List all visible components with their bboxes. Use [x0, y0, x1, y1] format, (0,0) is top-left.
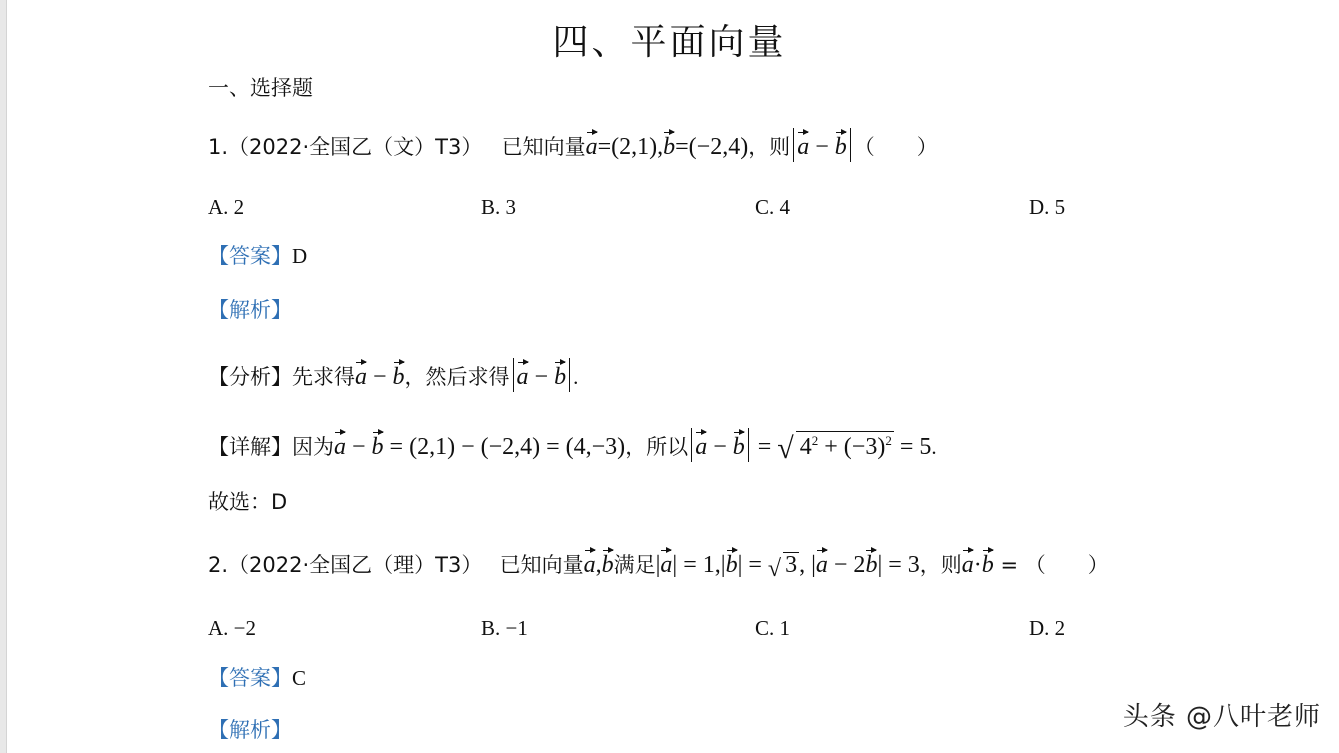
q2-analysis-line — [208, 720, 292, 741]
sqrt-expression: $4^2 + (-3)^2$ — [796, 431, 894, 459]
q2-answer-tag: 【答案】 — [208, 666, 292, 690]
vector-a: a — [585, 134, 598, 160]
q1-choice-c: C. 4 — [755, 195, 791, 219]
q1-analysis-tag: 【解析】 — [208, 298, 292, 322]
q1-choice-b: B. 3 — [481, 195, 517, 219]
q1-answer: D — [292, 244, 308, 268]
q2-choice-a: A. −2 — [208, 616, 257, 640]
q1-fenxi-tag: 【分析】 — [208, 365, 292, 389]
q1-analysis-line — [208, 300, 292, 321]
q1-detail-end: . — [931, 435, 937, 459]
q2-answer-line — [208, 668, 306, 689]
q2-choice-b: B. −1 — [481, 616, 528, 640]
q1-fenxi-text-1: 先求得 — [292, 365, 355, 389]
q2-then: ，则 — [919, 553, 962, 577]
q1-then: ，则 — [748, 135, 791, 159]
q1-choices — [208, 195, 1308, 219]
q2-satisfy: 满足 — [613, 553, 656, 577]
q2-cond-b: | = — [737, 552, 768, 578]
q1-detail-text-1: 因为 — [292, 435, 334, 459]
vector-b: b — [663, 134, 676, 160]
q2-cond-c: | = 3 — [877, 552, 920, 578]
q1-eq-b: =(−2,4) — [675, 134, 749, 160]
q1-blank: （ ） — [853, 135, 938, 159]
page-title: 四、平面向量 — [552, 22, 787, 63]
q1-stem: 已知向量 — [501, 135, 586, 159]
q1-conclusion: 故选：D — [208, 490, 288, 514]
q1-choice-a: A. 2 — [208, 195, 245, 219]
section-heading: 一、选择题 — [208, 76, 313, 100]
q1-detail-line: 【详解】因为a − b = (2,1) − (−2,4) = (4,−3)，所以 a − b = √ $4^2 + (-3)^2 = 5$. — [208, 428, 937, 464]
q2-choice-d: D. 2 — [1029, 616, 1066, 640]
q1-detail-result: = 5 — [899, 434, 932, 460]
q2-cond-a: | = 1, — [672, 552, 721, 578]
q1-detail-tag: 【详解】 — [208, 435, 292, 459]
q1-eq-a: =(2,1), — [597, 134, 664, 160]
q2-analysis-tag: 【解析】 — [208, 718, 292, 742]
q2-sqrt3: 3 — [785, 552, 798, 578]
q2-choice-c: C. 1 — [755, 616, 791, 640]
q2-stem: 已知向量 — [499, 553, 584, 577]
q1-detail-equation: = (2,1) − (−2,4) = (4,−3) — [389, 434, 626, 460]
q1-prefix: 1.（2022·全国乙（文）T3） — [208, 135, 483, 159]
q1-fenxi-line: 【分析】先求得a − b，然后求得 a − b . — [208, 358, 578, 392]
q1-fenxi-text-2: ，然后求得 — [404, 365, 510, 389]
q2-prefix: 2.（2022·全国乙（理）T3） — [208, 553, 483, 577]
question-1: 1.（2022·全国乙（文）T3） 已知向量a=(2,1),b=(−2,4)，则 a − b （ ） — [208, 128, 938, 162]
q1-answer-tag: 【答案】 — [208, 244, 292, 268]
q1-choice-d: D. 5 — [1029, 195, 1066, 219]
q2-choices — [208, 616, 1308, 640]
question-2: 2.（2022·全国乙（理）T3） 已知向量a,b满足|a| = 1,|b| = √ 3, |a − 2b| = 3，则a·b = （ ） — [208, 552, 1109, 582]
q1-fenxi-end: . — [573, 365, 579, 389]
q1-answer-line — [208, 246, 307, 267]
page-edge — [0, 0, 7, 753]
q1-detail-text-2: ，所以 — [625, 435, 689, 459]
q2-answer: C — [292, 666, 307, 690]
watermark: 头条 @八叶老师 — [1122, 702, 1321, 732]
q2-eq: = （ ） — [993, 553, 1109, 577]
